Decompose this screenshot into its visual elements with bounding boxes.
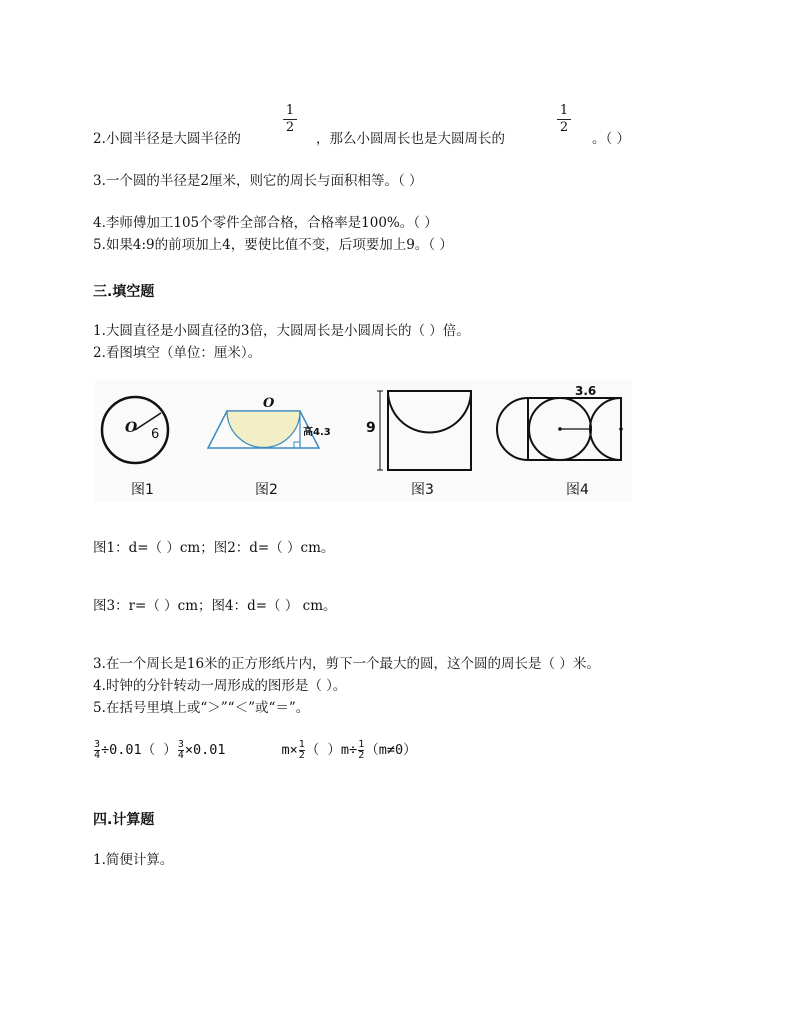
q2-text-a: 2.小圆半径是大圆半径的 <box>93 131 241 147</box>
figure-1-radius-label: 6 <box>151 427 160 442</box>
compare-m-divide: m÷ <box>340 742 358 758</box>
fraction-three-quarters-2: $\frac{3}{4}$ <box>177 738 184 761</box>
compare-m-times: m× <box>281 742 298 758</box>
figure-3-caption: 图3 <box>411 482 434 498</box>
fill-answer-line-b: 图3：r=（ ）cm；图4：d=（ ） cm。 <box>93 598 337 614</box>
fraction-three-quarters: $\frac{3}{4}$ <box>94 738 101 761</box>
q2-fraction-2: 1 2 <box>557 104 571 135</box>
fraction-one-half-2: $\frac{1}{2}$ <box>358 738 365 761</box>
figure-2-caption: 图2 <box>255 482 278 498</box>
fill-answer-line-a: 图1：d=（ ）cm；图2：d=（ ）cm。 <box>93 540 335 556</box>
section-4-title: 四.计算题 <box>93 812 155 828</box>
figure-1-center-label: O <box>125 420 138 436</box>
compare-left-2: ×0.01 <box>184 742 226 758</box>
fill-question-1: 1.大圆直径是小圆直径的3倍，大圆周长是小圆周长的（ ）倍。 <box>93 323 470 339</box>
figures-svg <box>95 380 632 502</box>
figure-3-side-label: 9 <box>366 420 376 436</box>
figure-2-height-label: 高4.3 <box>303 427 331 438</box>
judge-question-2 <box>93 130 241 148</box>
figure-1-caption: 图1 <box>131 482 154 498</box>
fill-question-2: 2.看图填空（单位：厘米）。 <box>93 345 262 361</box>
calc-question-1: 1.简便计算。 <box>93 852 174 868</box>
fill-question-3: 3.在一个周长是16米的正方形纸片内，剪下一个最大的圆，这个圆的周长是（ ）米。 <box>93 656 600 672</box>
figure-4-rectangle <box>497 398 623 460</box>
fill-question-4: 4.时钟的分针转动一周形成的图形是（ ）。 <box>93 678 347 694</box>
compare-paren: （ ） <box>305 742 341 758</box>
compare-expressions <box>93 738 417 761</box>
fill-question-5: 5.在括号里填上或“＞”“＜”或“＝”。 <box>93 700 310 716</box>
figure-4-caption: 图4 <box>566 482 589 498</box>
judge-question-3: 3.一个圆的半径是2厘米，则它的周长与面积相等。（ ） <box>93 173 423 189</box>
q2-fraction-1: 1 2 <box>283 104 297 135</box>
q2-text-c: 。（ ） <box>592 131 631 147</box>
figure-2-center-label: O <box>263 396 275 411</box>
section-3-title: 三.填空题 <box>93 284 155 300</box>
compare-condition: （m≠0） <box>365 742 417 758</box>
fraction-one-half: $\frac{1}{2}$ <box>298 738 305 761</box>
figure-3-square <box>377 391 471 470</box>
judge-question-4: 4.李师傅加工105个零件全部合格，合格率是100%。（ ） <box>93 215 438 231</box>
judge-question-5: 5.如果4:9的前项加上4，要使比值不变，后项要加上9。（ ） <box>93 237 453 253</box>
figure-4-top-label: 3.6 <box>575 384 597 398</box>
compare-left-1: ÷0.01（ ） <box>101 742 177 758</box>
q2-text-b: ，那么小圆周长也是大圆周长的 <box>316 131 505 147</box>
figures-panel <box>95 380 632 502</box>
